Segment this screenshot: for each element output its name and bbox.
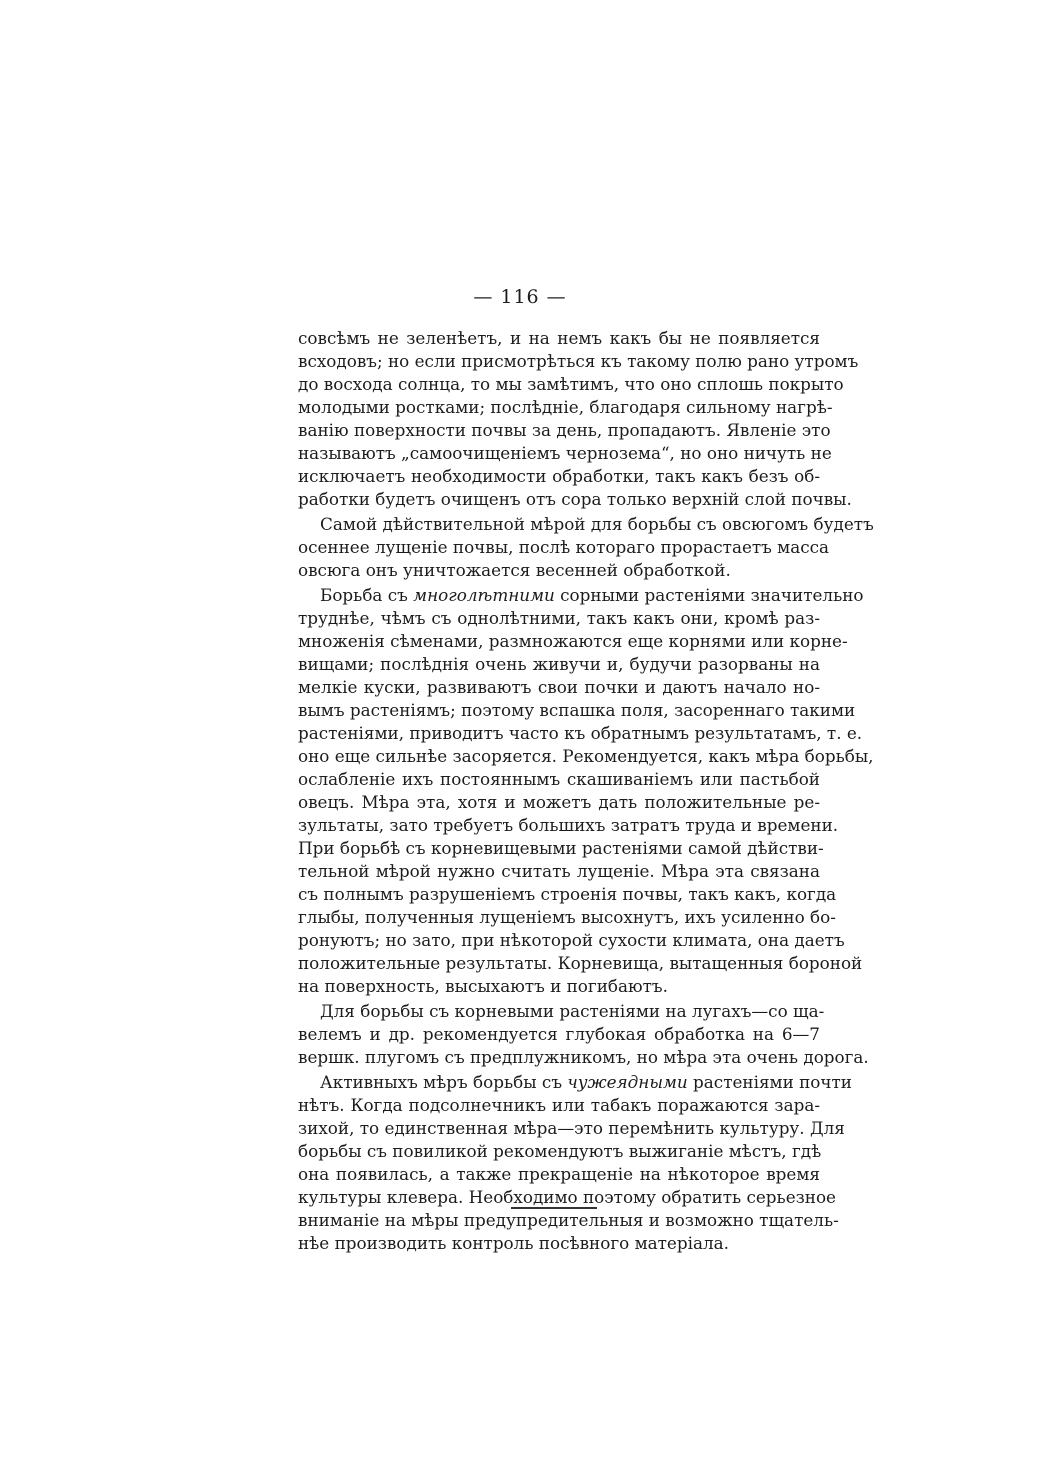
text-line: вищами; послѣднія очень живучи и, будучи разорваны на xyxy=(298,654,820,674)
text-line xyxy=(298,584,864,607)
text-line: оно еще сильнѣе засоряется. Рекомендуется, какъ мѣра борьбы, xyxy=(298,746,874,766)
text-line: тельной мѣрой нужно считать лущеніе. Мѣра эта связана xyxy=(298,861,820,881)
text-run: Борьба съ xyxy=(320,585,414,605)
text-line: нѣтъ. Когда подсолнечникъ или табакъ поражаются зара- xyxy=(298,1095,820,1115)
text-line: глыбы, полученныя лущеніемъ высохнутъ, ихъ усиленно бо- xyxy=(298,907,836,927)
text-line: зихой, то единственная мѣра—это перемѣнить культуру. Для xyxy=(298,1118,845,1138)
text-line: При борьбѣ съ корневищевыми растеніями самой дѣйстви- xyxy=(298,838,824,858)
text-line: Самой дѣйствительной мѣрой для борьбы съ овсюгомъ будетъ xyxy=(320,514,874,534)
text-line: называютъ „самоочищеніемъ чернозема“, но оно ничуть не xyxy=(298,443,832,463)
paragraph-3 xyxy=(298,584,874,998)
text-line: борьбы съ повиликой рекомендуютъ выжиганіе мѣстъ, гдѣ xyxy=(298,1141,822,1161)
emphasis-term: чужеядными xyxy=(567,1072,688,1092)
text-line: ронуютъ; но зато, при нѣкоторой сухости климата, она даетъ xyxy=(298,930,845,950)
text-line: она появилась, а также прекращеніе на нѣкоторое время xyxy=(298,1164,820,1184)
text-line: съ полнымъ разрушеніемъ строенія почвы, такъ какъ, когда xyxy=(298,884,837,904)
text-line: множенія сѣменами, размножаются еще корнями или корне- xyxy=(298,631,848,651)
text-run: растеніями почти xyxy=(687,1072,852,1092)
text-line: вершк. плугомъ съ предплужникомъ, но мѣра эта очень дорога. xyxy=(298,1047,869,1067)
text-line: вниманіе на мѣры предупредительныя и возможно тщатель- xyxy=(298,1210,839,1230)
emphasis-term: многолѣтними xyxy=(413,585,555,605)
text-line: молодыми ростками; послѣдніе, благодаря сильному нагрѣ- xyxy=(298,397,833,417)
paragraph-4 xyxy=(298,1000,869,1069)
text-line: труднѣе, чѣмъ съ однолѣтними, такъ какъ они, кромѣ раз- xyxy=(298,608,820,628)
text-line: нѣе производить контроль посѣвного матеріала. xyxy=(298,1233,729,1253)
text-line: осеннее лущеніе почвы, послѣ котораго прорастаетъ масса xyxy=(298,537,830,557)
closing-rule xyxy=(511,1207,597,1209)
text-line: до восхода солнца, то мы замѣтимъ, что оно сплошь покрыто xyxy=(298,374,844,394)
text-line: овецъ. Мѣра эта, хотя и можетъ дать положительные ре- xyxy=(298,792,820,812)
text-run: Активныхъ мѣръ борьбы съ xyxy=(320,1072,568,1092)
text-line: овсюга онъ уничтожается весенней обработкой. xyxy=(298,560,731,580)
text-line: мелкіе куски, развиваютъ свои почки и даютъ начало но- xyxy=(298,677,820,697)
text-line: культуры клевера. Необходимо поэтому обратить серьезное xyxy=(298,1187,836,1207)
text-line: работки будетъ очищенъ отъ сора только верхній слой почвы. xyxy=(298,489,852,509)
text-line: всходовъ; но если присмотрѣться къ такому полю рано утромъ xyxy=(298,351,859,371)
body-text xyxy=(298,327,874,1255)
paragraph-1 xyxy=(298,327,859,511)
text-run: сорными растеніями значительно xyxy=(554,585,864,605)
text-line: вымъ растеніямъ; поэтому вспашка поля, засореннаго такими xyxy=(298,700,856,720)
text-line: совсѣмъ не зеленѣетъ, и на немъ какъ бы не появляется xyxy=(298,328,820,348)
text-line: положительные результаты. Корневища, вытащенныя бороной xyxy=(298,953,863,973)
page-number: — 116 — xyxy=(473,286,567,308)
text-line: на поверхность, высыхаютъ и погибаютъ. xyxy=(298,976,668,996)
text-line: ослабленіе ихъ постояннымъ скашиваніемъ или пастьбой xyxy=(298,769,820,789)
text-line: зультаты, зато требуетъ большихъ затратъ труда и времени. xyxy=(298,815,839,835)
paragraph-2 xyxy=(298,513,874,582)
text-line: велемъ и др. рекомендуется глубокая обработка на 6—7 xyxy=(298,1024,820,1044)
text-line: Для борьбы съ корневыми растеніями на лугахъ—со ща- xyxy=(320,1001,825,1021)
text-line: растеніями, приводитъ часто къ обратнымъ результатамъ, т. е. xyxy=(298,723,863,743)
text-line: ванію поверхности почвы за день, пропадаютъ. Явленіе это xyxy=(298,420,831,440)
text-line xyxy=(298,1071,852,1094)
paragraph-5 xyxy=(298,1071,852,1255)
text-line: исключаетъ необходимости обработки, такъ какъ безъ об- xyxy=(298,466,820,486)
